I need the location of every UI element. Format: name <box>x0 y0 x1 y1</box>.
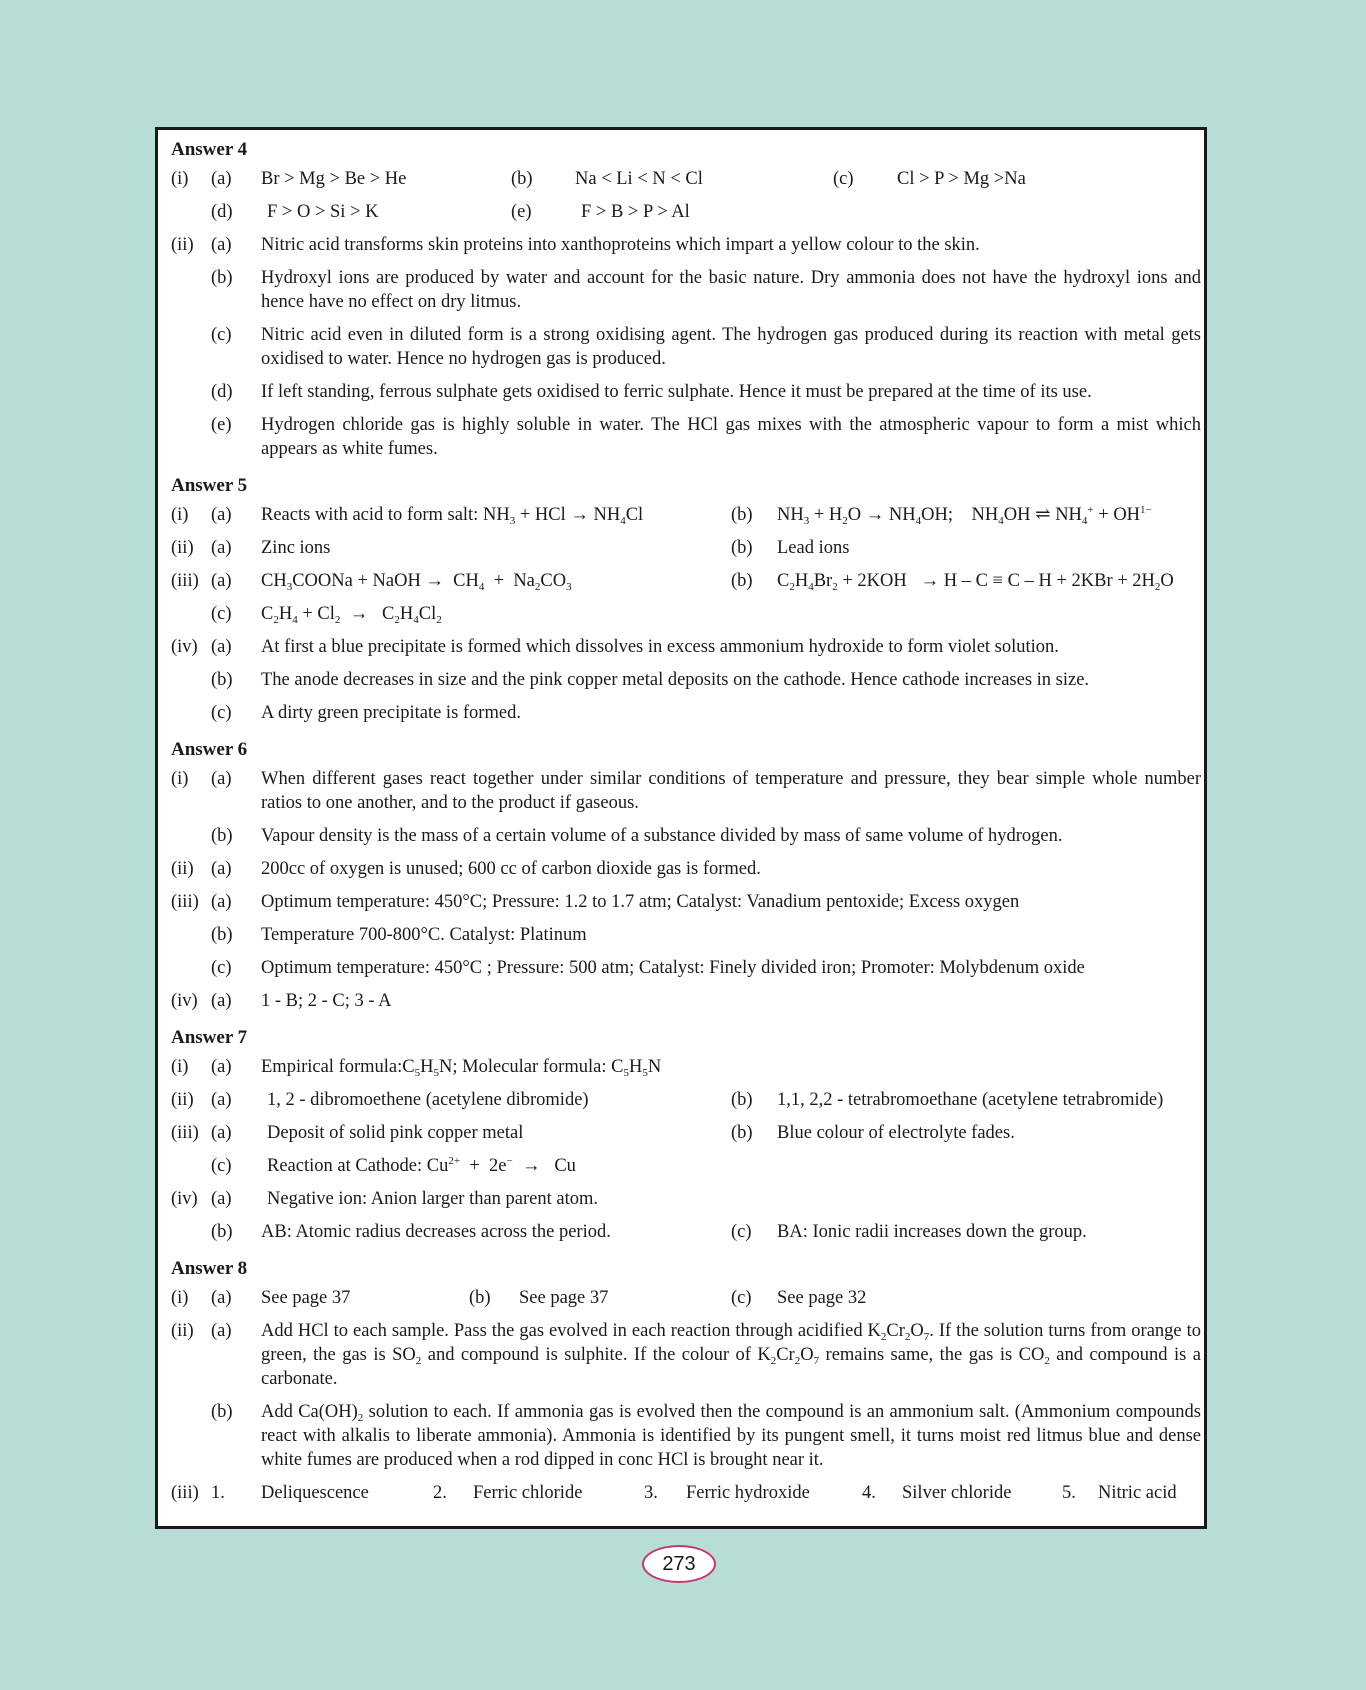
num: (ii) <box>171 859 194 879</box>
a4-i-d: F > O > Si > K <box>267 202 379 222</box>
letter: (b) <box>211 1222 233 1242</box>
a7-iv-b: AB: Atomic radius decreases across the period. <box>261 1222 611 1242</box>
letter: (a) <box>211 769 232 789</box>
letter: (b) <box>211 925 233 945</box>
letter: (a) <box>211 859 232 879</box>
letter: (c) <box>211 1156 232 1176</box>
letter: (a) <box>211 991 232 1011</box>
letter: (b) <box>731 505 753 525</box>
text: When different gases react together under similar conditions of temperature and pressure, they bear simple whole number ratios to one another, and to the product if gaseous. <box>261 769 1201 813</box>
answers-content <box>171 134 1201 1514</box>
a5-iii-row2 <box>171 602 1201 626</box>
letter: (b) <box>731 1090 753 1110</box>
a5-iii-a-equation: $CH_3COONa$ + NaOH → $CH_4 + Na_2CO_3$ <box>261 571 572 593</box>
letter: (c) <box>211 604 232 624</box>
letter: (a) <box>211 1288 232 1308</box>
letter: (a) <box>211 235 232 255</box>
a4-i-row2 <box>171 200 1201 224</box>
letter: (b) <box>731 538 753 558</box>
list-num: 3. <box>644 1483 658 1503</box>
a4-i-b: Na < Li < N < Cl <box>575 169 703 189</box>
list-num: 1. <box>211 1483 225 1503</box>
a7-iii-b: Blue colour of electrolyte fades. <box>777 1123 1015 1143</box>
page-number: 273 <box>642 1545 716 1583</box>
list-num: 2. <box>433 1483 447 1503</box>
list-item: Silver chloride <box>902 1483 1012 1503</box>
a7-iv-row1 <box>171 1187 1201 1211</box>
answer-6-heading: Answer 6 <box>171 739 248 760</box>
a5-ii <box>171 536 1201 560</box>
a5-i <box>171 503 1201 527</box>
a8-i-c: See page 32 <box>777 1288 867 1308</box>
a8-ii-a-text: Add HCl to each sample. Pass the gas evolved in each reaction through acidified $K_2Cr_2O_7$. If the solution turns from orange to green, the gas is $SO_2$ and compound is sulphite. If the colour of $K_2Cr_2O_7$ remains same, the gas is $CO_2$ and compound is a carbonate. <box>261 1321 1201 1389</box>
a6-ii-a <box>171 857 1201 881</box>
a5-i-b-equation: $NH_3 + H_2O \to NH_4OH$; $NH_4OH$ ⇌ $NH_4^+ + OH^{1-}$ <box>777 504 1152 527</box>
text: If left standing, ferrous sulphate gets oxidised to ferric sulphate. Hence it must be prepared at the time of its use. <box>261 382 1092 402</box>
a6-iii-c <box>171 956 1201 980</box>
a8-ii-b <box>171 1400 1201 1472</box>
letter: (b) <box>211 826 233 846</box>
text: Vapour density is the mass of a certain volume of a substance divided by mass of same volume of hydrogen. <box>261 826 1063 846</box>
letter: (e) <box>511 202 532 222</box>
text: Nitric acid even in diluted form is a strong oxidising agent. The hydrogen gas produced during its reaction with metal gets oxidised to water. Hence no hydrogen gas is produced. <box>261 325 1201 369</box>
a8-iii <box>171 1481 1201 1505</box>
list-item: Nitric acid <box>1098 1483 1177 1503</box>
letter: (a) <box>211 169 232 189</box>
a6-iii-a <box>171 890 1201 914</box>
a7-ii-b: 1,1, 2,2 - tetrabromoethane (acetylene tetrabromide) <box>777 1090 1164 1110</box>
text: Optimum temperature: 450°C; Pressure: 1.2 to 1.7 atm; Catalyst: Vanadium pentoxide; Excess oxygen <box>261 892 1020 912</box>
num: (ii) <box>171 1090 194 1110</box>
list-item: Deliquescence <box>261 1483 369 1503</box>
num: (iv) <box>171 1189 198 1209</box>
letter: (c) <box>211 958 232 978</box>
a8-ii-b-text: Add $Ca(OH)_2$ solution to each. If ammonia gas is evolved then the compound is an ammonium salt. (Ammonium compounds react with alkalis to liberate ammonia). Ammonia is identified by its pungent smell, it turns moist red litmus blue and dense white fumes are produced when a rod dipped in conc HCl is brought near it. <box>261 1402 1201 1470</box>
a7-iii-c: Reaction at Cathode: $Cu^{2+} + 2e^- \to Cu$ <box>267 1155 576 1176</box>
letter: (a) <box>211 505 232 525</box>
answer-box <box>155 127 1207 1529</box>
letter: (b) <box>211 268 233 288</box>
num: (iii) <box>171 892 199 912</box>
letter: (e) <box>211 415 232 435</box>
text: Reaction at Cathode: <box>267 1156 427 1176</box>
letter: (d) <box>211 382 233 402</box>
a8-i <box>171 1286 1201 1310</box>
a7-i-a-formula: Empirical $formula:C_5H_5N$; Molecular formula: $C_5H_5N$ <box>261 1057 662 1079</box>
list-num: 4. <box>862 1483 876 1503</box>
a5-ii-b: Lead ions <box>777 538 850 558</box>
letter: (c) <box>731 1222 752 1242</box>
num: (iii) <box>171 571 199 591</box>
a5-iii-c-equation: $C_2H_4 + Cl_2 \to C_2H_4Cl_2$ <box>261 604 442 626</box>
text: The anode decreases in size and the pink copper metal deposits on the cathode. Hence cathode increases in size. <box>261 670 1090 690</box>
answer-4-heading: Answer 4 <box>171 139 248 160</box>
letter: (b) <box>731 571 753 591</box>
a7-iii-row2 <box>171 1154 1201 1178</box>
list-item: Ferric hydroxide <box>686 1483 810 1503</box>
a4-ii-b <box>171 266 1201 314</box>
a7-i <box>171 1055 1201 1079</box>
text: Hydroxyl ions are produced by water and account for the basic nature. Dry ammonia does not have the hydroxyl ions and hence have no effect on dry litmus. <box>261 268 1201 312</box>
a7-iii-row1 <box>171 1121 1201 1145</box>
a4-ii-e <box>171 413 1201 461</box>
a7-iv-row2 <box>171 1220 1201 1244</box>
letter: (b) <box>469 1288 491 1308</box>
text: At first a blue precipitate is formed which dissolves in excess ammonium hydroxide to form violet solution. <box>261 637 1059 657</box>
answer-8-heading: Answer 8 <box>171 1258 248 1279</box>
a8-i-a: See page 37 <box>261 1288 351 1308</box>
letter: (c) <box>731 1288 752 1308</box>
a5-ii-a: Zinc ions <box>261 538 331 558</box>
list-item: Ferric chloride <box>473 1483 583 1503</box>
a5-iv-c <box>171 701 1201 725</box>
a7-iv-a: Negative ion: Anion larger than parent atom. <box>267 1189 599 1209</box>
a6-iv-a <box>171 989 1201 1013</box>
a7-ii-a: 1, 2 - dibromoethene (acetylene dibromide) <box>267 1090 589 1110</box>
letter: (a) <box>211 637 232 657</box>
letter: (a) <box>211 1057 232 1077</box>
a5-iii-row1 <box>171 569 1201 593</box>
text: Reacts with acid to form salt: <box>261 505 483 525</box>
a8-i-b: See page 37 <box>519 1288 609 1308</box>
letter: (c) <box>833 169 854 189</box>
a4-i-a: Br > Mg > Be > He <box>261 169 407 189</box>
letter: (c) <box>211 703 232 723</box>
a4-i-row1 <box>171 167 1201 191</box>
num: (i) <box>171 1288 189 1308</box>
a5-i-a: Reacts with acid to form salt: $NH_3$ + HCl → $NH_4Cl$ <box>261 505 644 527</box>
letter: (b) <box>211 1402 233 1422</box>
a6-iii-b <box>171 923 1201 947</box>
a4-i-c: Cl > P > Mg >Na <box>897 169 1026 189</box>
a8-ii-a <box>171 1319 1201 1391</box>
letter: (c) <box>211 325 232 345</box>
text: Optimum temperature: 450°C ; Pressure: 500 atm; Catalyst: Finely divided iron; Promoter: Molybdenum oxide <box>261 958 1085 978</box>
text: 200cc of oxygen is unused; 600 cc of carbon dioxide gas is formed. <box>261 859 761 879</box>
letter: (b) <box>731 1123 753 1143</box>
num: (ii) <box>171 235 194 255</box>
num: (iv) <box>171 637 198 657</box>
answer-7-heading: Answer 7 <box>171 1027 248 1048</box>
num: (i) <box>171 1057 189 1077</box>
a7-ii <box>171 1088 1201 1112</box>
letter: (b) <box>211 670 233 690</box>
a4-ii-d <box>171 380 1201 404</box>
a7-iii-a: Deposit of solid pink copper metal <box>267 1123 524 1143</box>
letter: (a) <box>211 1189 232 1209</box>
a6-i-a <box>171 767 1201 815</box>
a5-iii-b-equation: $C_2H_4Br_2 + 2KOH \to H - C \equiv C - H + 2KBr + 2H_2O$ <box>777 571 1174 593</box>
letter: (a) <box>211 892 232 912</box>
letter: (d) <box>211 202 233 222</box>
a7-iv-c: BA: Ionic radii increases down the group. <box>777 1222 1087 1242</box>
a4-ii-a <box>171 233 1201 257</box>
text: Nitric acid transforms skin proteins into xanthoproteins which impart a yellow colour to the skin. <box>261 235 980 255</box>
num: (iv) <box>171 991 198 1011</box>
text: Hydrogen chloride gas is highly soluble in water. The HCl gas mixes with the atmospheric vapour to form a mist which appears as white fumes. <box>261 415 1201 459</box>
num: (i) <box>171 169 189 189</box>
text: 1 - B; 2 - C; 3 - A <box>261 991 392 1011</box>
num: (ii) <box>171 538 194 558</box>
letter: (a) <box>211 1090 232 1110</box>
a6-i-b <box>171 824 1201 848</box>
a5-iv-a <box>171 635 1201 659</box>
letter: (b) <box>511 169 533 189</box>
letter: (a) <box>211 571 232 591</box>
answer-5-heading: Answer 5 <box>171 475 248 496</box>
letter: (a) <box>211 538 232 558</box>
num: (ii) <box>171 1321 194 1341</box>
num: (iii) <box>171 1483 199 1503</box>
num: (i) <box>171 505 189 525</box>
num: (i) <box>171 769 189 789</box>
letter: (a) <box>211 1123 232 1143</box>
text: A dirty green precipitate is formed. <box>261 703 521 723</box>
text: Temperature 700-800°C. Catalyst: Platinum <box>261 925 587 945</box>
a5-iv-b <box>171 668 1201 692</box>
letter: (a) <box>211 1321 232 1341</box>
list-num: 5. <box>1062 1483 1076 1503</box>
num: (iii) <box>171 1123 199 1143</box>
a4-ii-c <box>171 323 1201 371</box>
a4-i-e: F > B > P > Al <box>581 202 690 222</box>
